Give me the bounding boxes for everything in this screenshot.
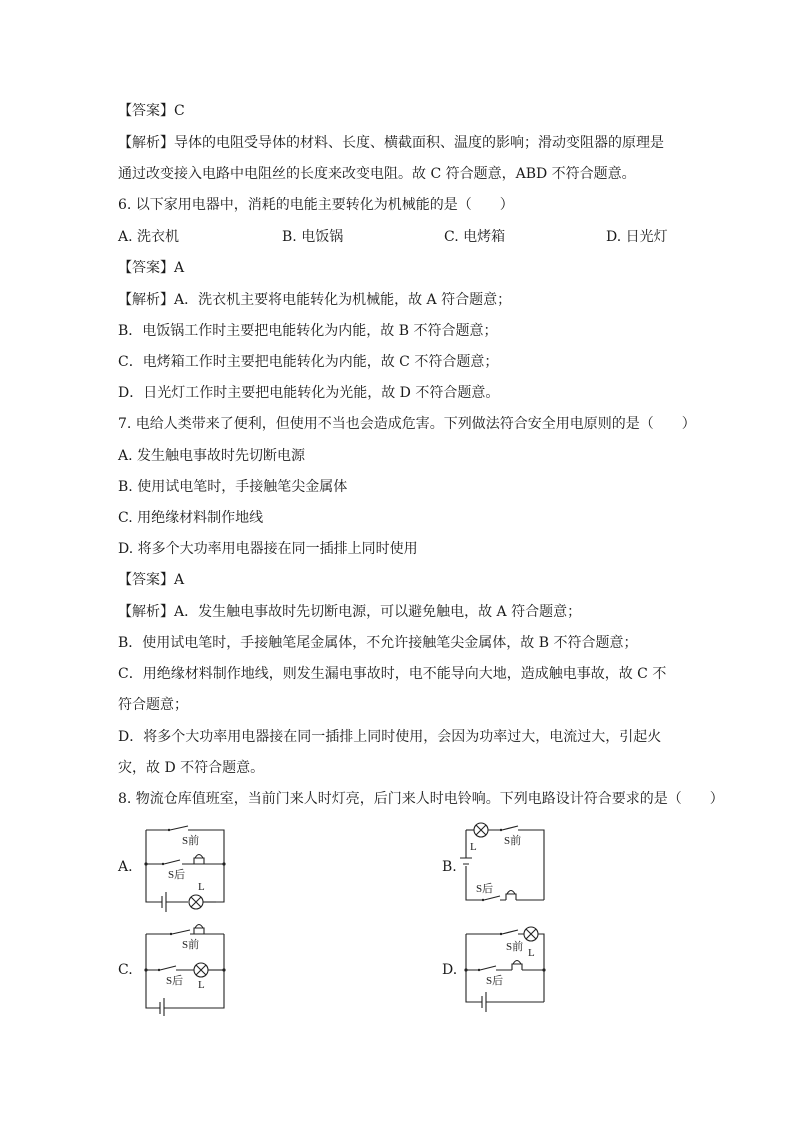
circuit-diagram-d xyxy=(460,922,552,1014)
q7-analysis-line-1: 【解析】A．发生触电事故时先切断电源，可以避免触电，故 A 符合题意； xyxy=(118,604,582,620)
q8-option-a-label: A. xyxy=(118,859,133,875)
circuit-diagram-b xyxy=(460,820,552,906)
circuit-c-label-s-front: S前 xyxy=(182,939,200,951)
q8-option-c-label: C. xyxy=(118,962,133,978)
circuit-a-label-lamp: L xyxy=(198,881,205,893)
circuit-d-label-s-front: S前 xyxy=(506,941,524,953)
circuit-b-label-s-back: S后 xyxy=(476,883,494,895)
q7-option-b: B. 使用试电笔时，手接触笔尖金属体 xyxy=(118,479,348,495)
circuit-b-label-lamp: L xyxy=(470,841,477,853)
q8-option-d-label: D. xyxy=(442,962,458,978)
q7-stem: 7. 电给人类带来了便利，但使用不当也会造成危害。下列做法符合安全用电原则的是（ ） xyxy=(118,416,696,432)
circuit-a-label-s-back: S后 xyxy=(168,869,186,881)
q6-stem: 6. 以下家用电器中，消耗的电能主要转化为机械能的是（ ） xyxy=(118,197,514,213)
q6-analysis-line-2: B．电饭锅工作时主要把电能转化为内能，故 B 不符合题意； xyxy=(118,323,498,339)
q5-analysis-line-2: 通过改变接入电路中电阻丝的长度来改变电阻。故 C 符合题意，ABD 不符合题意。 xyxy=(118,166,636,182)
circuit-diagram-a xyxy=(138,818,238,914)
q6-option-c: C. 电烤箱 xyxy=(444,229,506,245)
q7-analysis-line-3: C．用绝缘材料制作地线，则发生漏电事故时，电不能导向大地，造成触电事故，故 C 不 xyxy=(118,666,667,682)
q6-analysis-line-1: 【解析】A．洗衣机主要将电能转化为机械能，故 A 符合题意； xyxy=(118,292,512,308)
circuit-a-label-s-front: S前 xyxy=(182,835,200,847)
q7-analysis-line-4: 符合题意； xyxy=(118,697,188,713)
circuit-d-label-s-back: S后 xyxy=(486,975,504,987)
q6-analysis-line-3: C．电烤箱工作时主要把电能转化为内能，故 C 不符合题意； xyxy=(118,354,499,370)
q6-answer: 【答案】A xyxy=(118,260,185,276)
q6-analysis-line-4: D．日光灯工作时主要把电能转化为光能，故 D 不符合题意。 xyxy=(118,385,500,401)
q7-answer: 【答案】A xyxy=(118,572,185,588)
circuit-b-label-s-front: S前 xyxy=(504,835,522,847)
q7-option-c: C. 用绝缘材料制作地线 xyxy=(118,510,264,526)
q7-analysis-line-5: D．将多个大功率用电器接在同一插排上同时使用，会因为功率过大，电流过大，引起火 xyxy=(118,729,662,745)
q8-stem: 8. 物流仓库值班室，当前门来人时灯亮，后门来人时电铃响。下列电路设计符合要求的是（ ） xyxy=(118,791,724,807)
q8-option-b-label: B. xyxy=(442,859,457,875)
circuit-c-label-lamp: L xyxy=(198,979,205,991)
circuit-c-label-s-back: S后 xyxy=(166,975,184,987)
q7-analysis-line-2: B．使用试电笔时，手接触笔尾金属体，不允许接触笔尖金属体，故 B 不符合题意； xyxy=(118,635,638,651)
q7-analysis-line-6: 灾，故 D 不符合题意。 xyxy=(118,760,265,776)
q5-answer: 【答案】C xyxy=(118,103,185,119)
q7-option-d: D. 将多个大功率用电器接在同一插排上同时使用 xyxy=(118,541,418,557)
circuit-diagram-c xyxy=(138,922,238,1016)
q7-option-a: A. 发生触电事故时先切断电源 xyxy=(118,448,306,464)
q6-option-d: D. 日光灯 xyxy=(606,229,668,245)
q5-analysis-line-1: 【解析】导体的电阻受导体的材料、长度、横截面积、温度的影响；滑动变阻器的原理是 xyxy=(118,135,664,151)
q6-option-b: B. 电饭锅 xyxy=(282,229,344,245)
circuit-d-label-lamp: L xyxy=(528,947,535,959)
q6-option-a: A. 洗衣机 xyxy=(118,229,180,245)
